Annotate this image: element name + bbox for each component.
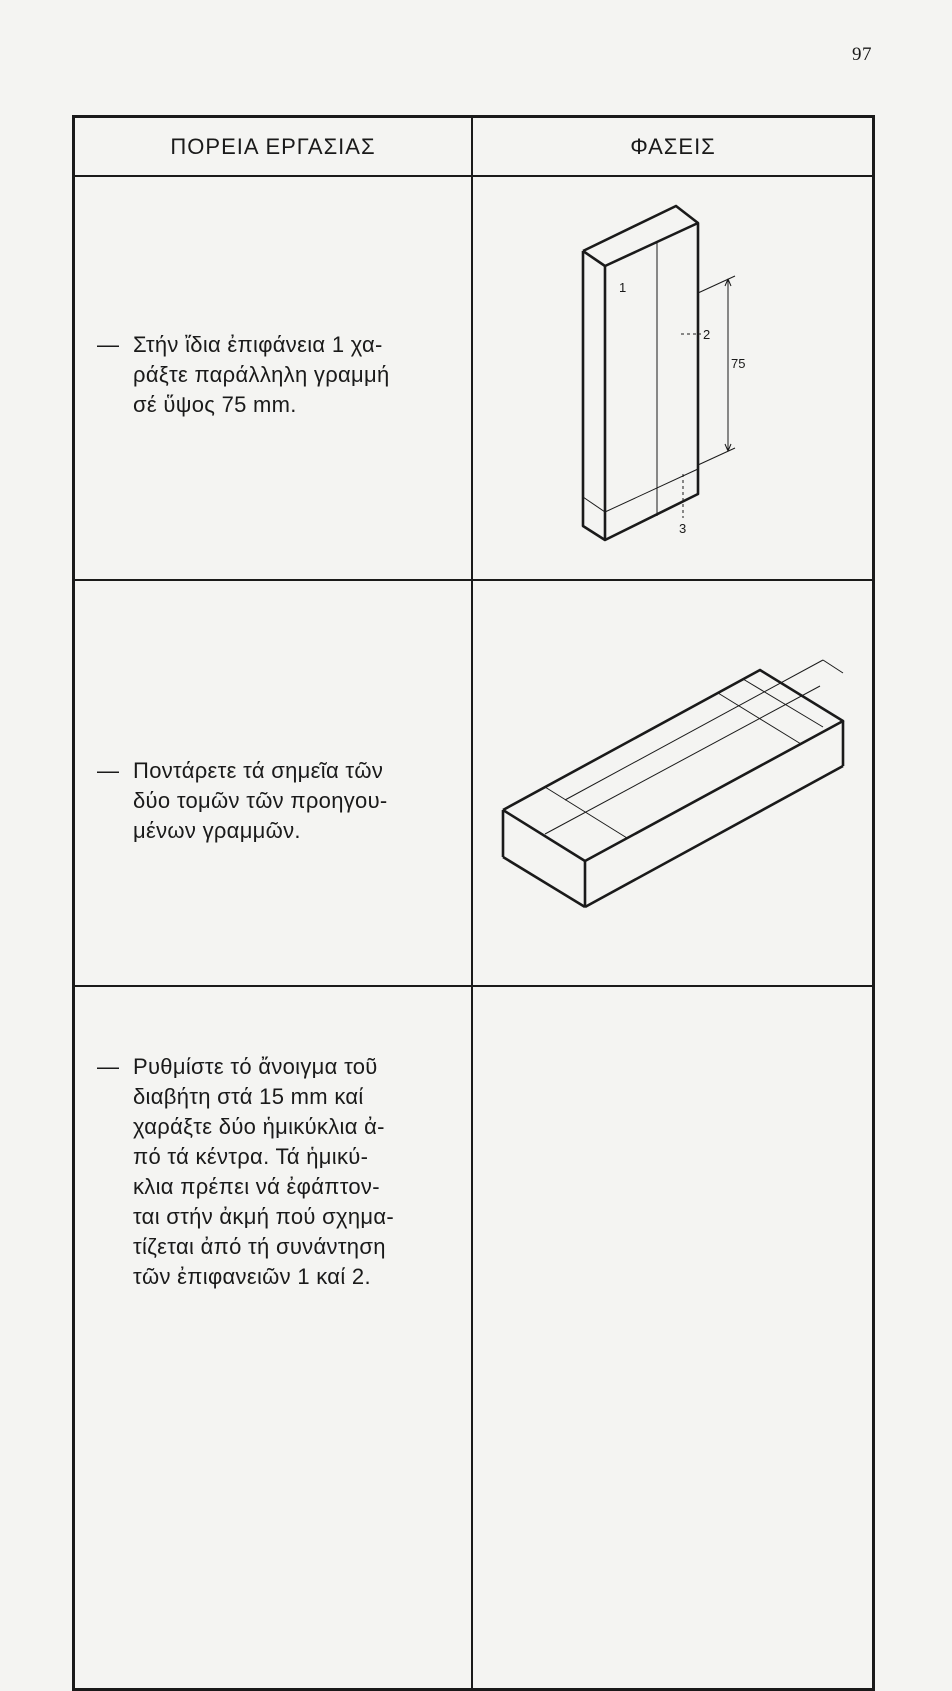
text-line: Ρυθμίστε τό ἄνοιγμα τοῦ bbox=[133, 1054, 378, 1079]
figure-horizontal-block bbox=[473, 583, 873, 983]
step-dash: — bbox=[97, 1054, 120, 1079]
face-label-3: 3 bbox=[679, 521, 687, 536]
step-3-text bbox=[97, 1052, 447, 1292]
text-line: σέ ὕψος 75 mm. bbox=[133, 392, 297, 417]
text-line: Στήν ἴδια ἐπιφάνεια 1 χα- bbox=[133, 332, 383, 357]
row-divider bbox=[75, 985, 872, 987]
face-label-2: 2 bbox=[703, 327, 711, 342]
header-procedure: ΠΟΡΕΙΑ ΕΡΓΑΣΙΑΣ bbox=[170, 134, 376, 159]
text-line: δύο τομῶν τῶν προηγου- bbox=[133, 788, 388, 813]
text-line: ράξτε παράλληλη γραμμή bbox=[133, 362, 390, 387]
text-line: τῶν ἐπιφανειῶν 1 καί 2. bbox=[133, 1264, 371, 1289]
header-divider bbox=[75, 175, 872, 177]
step-dash: — bbox=[97, 758, 120, 783]
text-line: χαράξτε δύο ἡμικύκλια ἀ- bbox=[133, 1114, 385, 1139]
procedure-table bbox=[72, 115, 875, 1691]
face-label-1: 1 bbox=[619, 280, 627, 295]
text-line: ται στήν ἀκμή πού σχημα- bbox=[133, 1204, 394, 1229]
row-divider bbox=[75, 579, 872, 581]
step-2-text bbox=[97, 756, 447, 846]
page-number: 97 bbox=[852, 44, 872, 65]
header-phases: ΦΑΣΕΙΣ bbox=[630, 134, 716, 159]
text-line: πό τά κέντρα. Τά ἡμικύ- bbox=[133, 1144, 369, 1169]
step-dash: — bbox=[97, 332, 120, 357]
text-line: τίζεται ἀπό τή συνάντηση bbox=[133, 1234, 386, 1259]
step-1-text bbox=[97, 330, 447, 420]
text-line: Ποντάρετε τά σημεῖα τῶν bbox=[133, 758, 384, 783]
dimension-label: 75 bbox=[731, 356, 746, 371]
text-line: κλια πρέπει νά ἐφάπτον- bbox=[133, 1174, 380, 1199]
figure-vertical-block bbox=[473, 178, 873, 578]
text-line: διαβήτη στά 15 mm καί bbox=[133, 1084, 364, 1109]
text-line: μένων γραμμῶν. bbox=[133, 818, 301, 843]
